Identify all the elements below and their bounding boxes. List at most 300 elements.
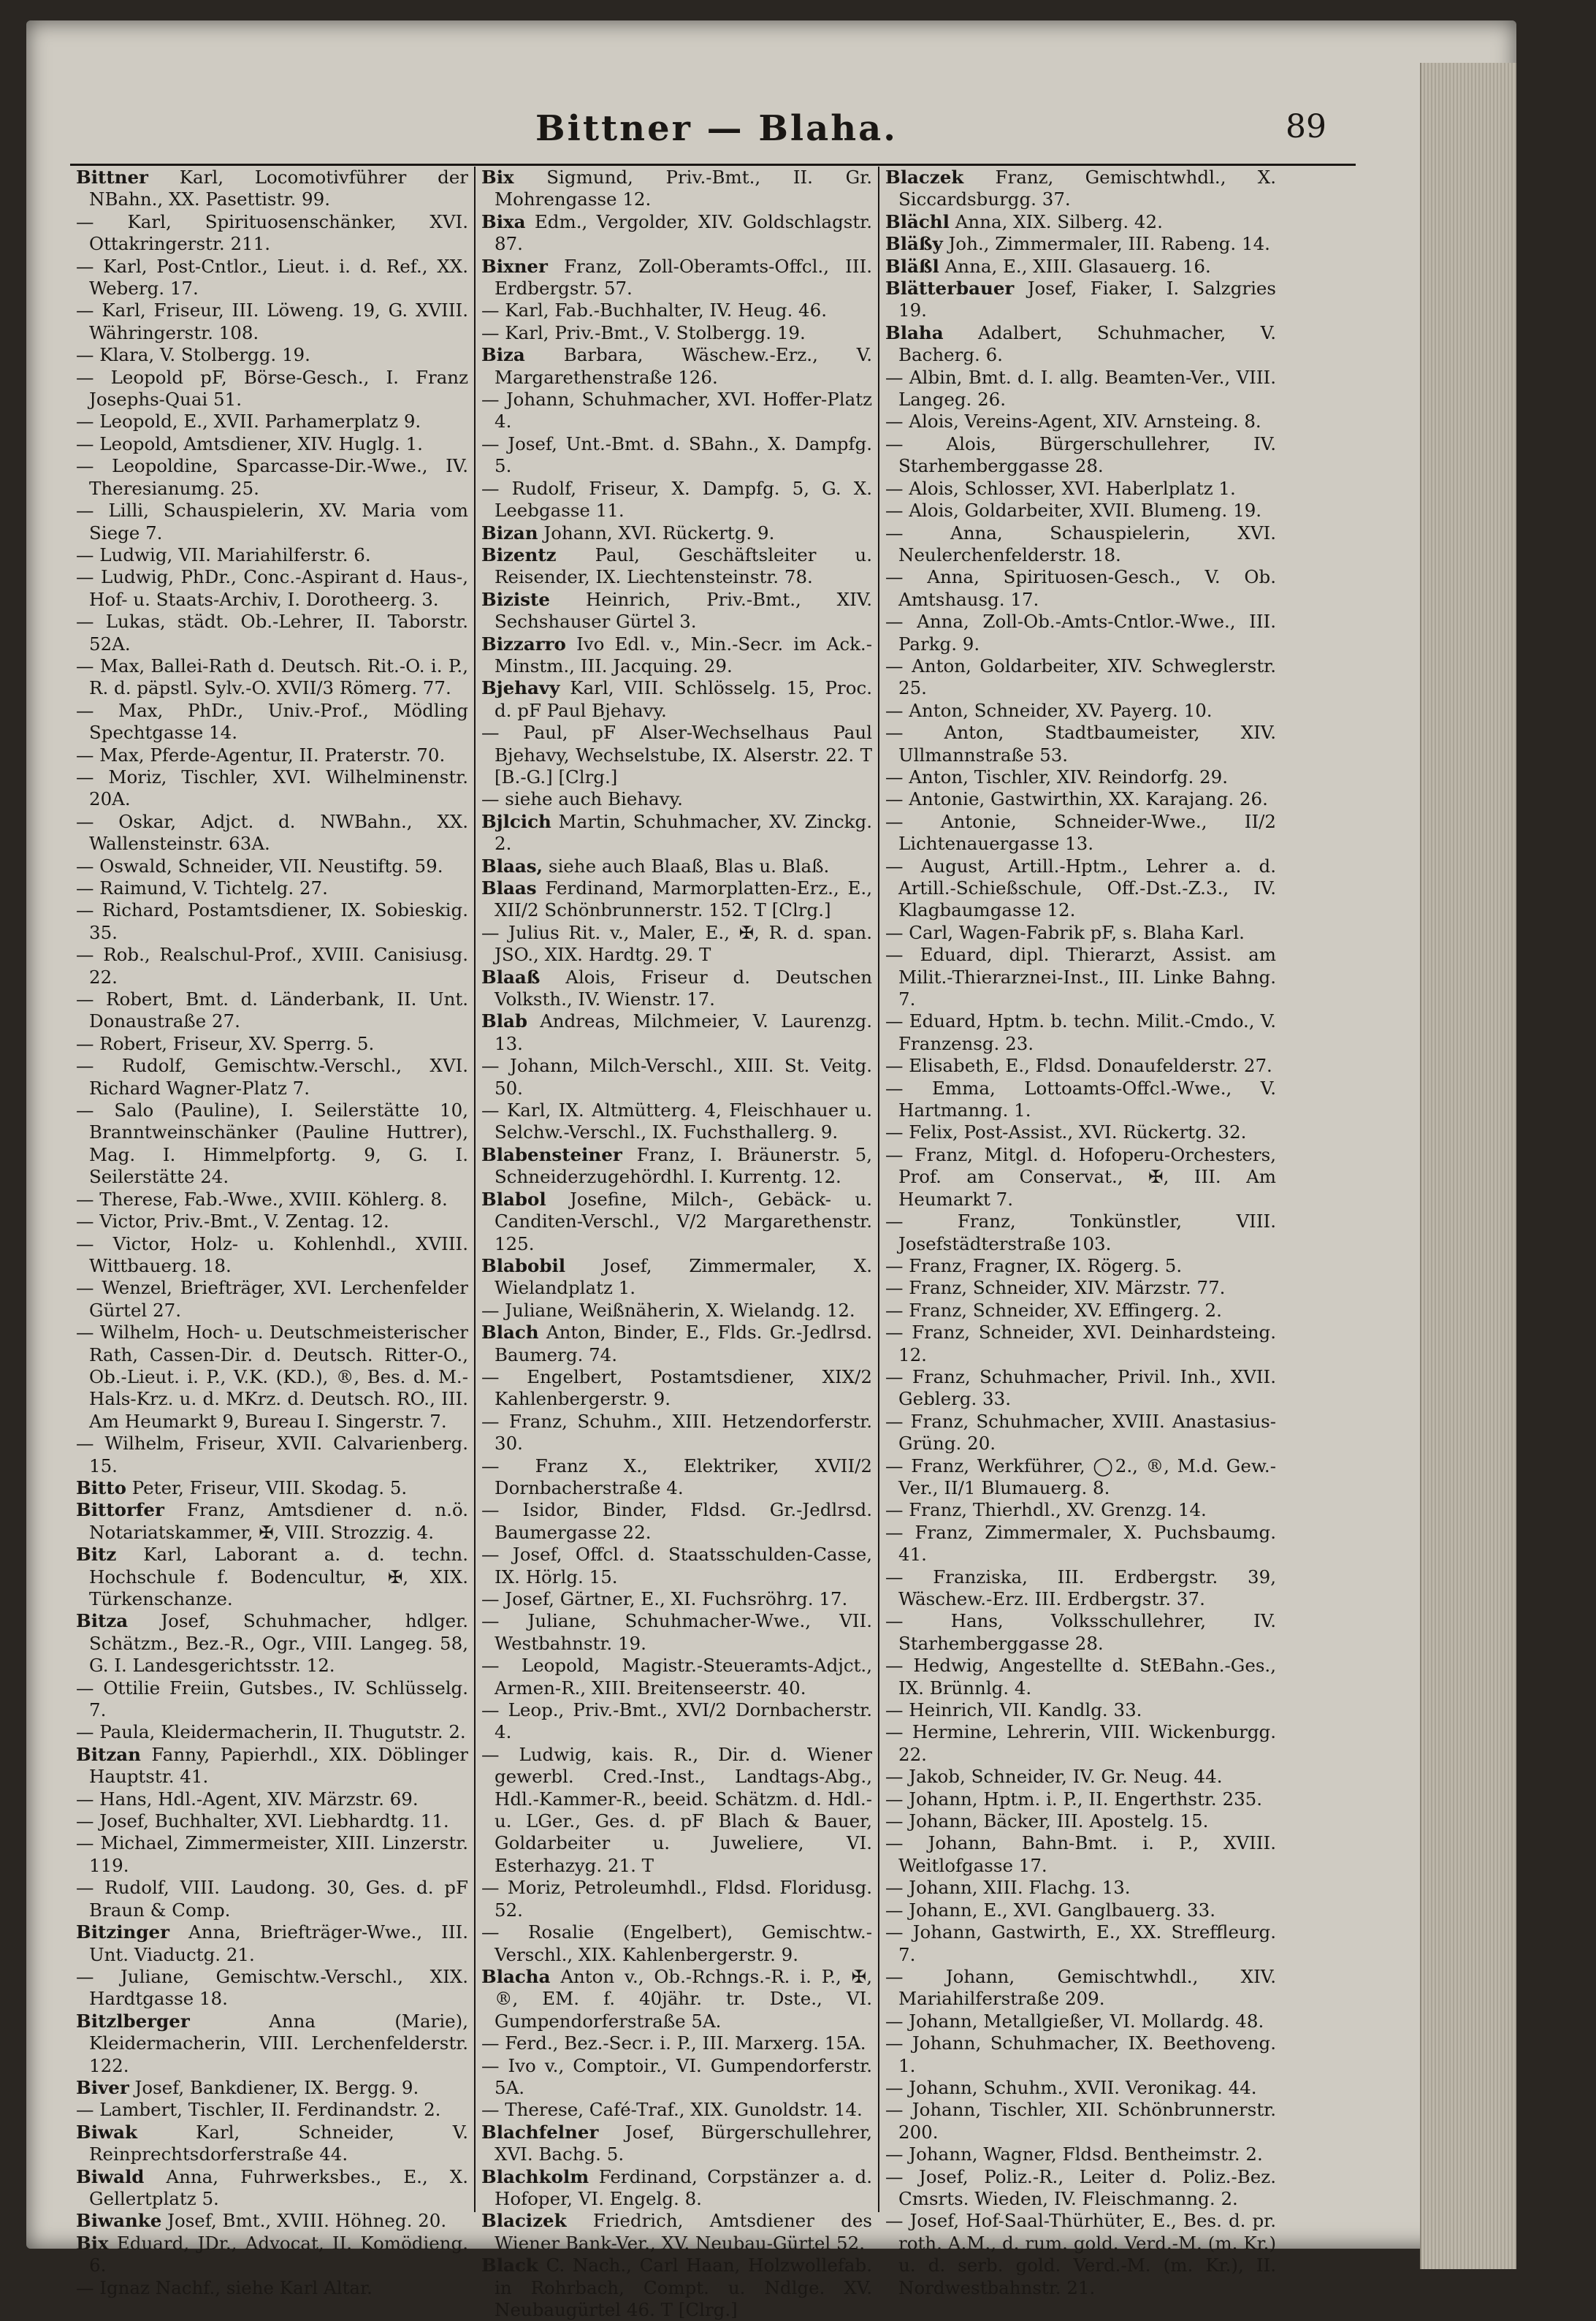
column-2 [474, 167, 878, 2320]
entry-surname: Blaha [885, 321, 944, 343]
directory-entry [885, 1522, 1276, 1566]
entry-text: — Julius Rit. v., Maler, E., ✠, R. d. span. JSO., XIX. Hardtg. 29. T [481, 921, 872, 966]
directory-entry [885, 233, 1276, 255]
directory-entry [885, 1966, 1276, 2011]
directory-entry [76, 744, 468, 766]
entry-text: — Therese, Fab.-Wwe., XVIII. Köhlerg. 8. [76, 1188, 448, 1210]
entry-text: — Carl, Wagen-Fabrik pF, s. Blaha Karl. [885, 921, 1245, 943]
directory-entry [76, 411, 468, 432]
entry-text: Josef, Fiaker, I. Salzgries 19. [898, 278, 1276, 321]
directory-entry [76, 877, 468, 899]
directory-entry [885, 722, 1276, 766]
entry-text: — Ludwig, PhDr., Conc.-Aspirant d. Haus-, Hof- u. Staats-Archiv, I. Dorotheerg. 3. [76, 566, 468, 610]
directory-entry [76, 611, 468, 655]
entry-text: Edm., Vergolder, XIV. Goldschlagstr. 87. [495, 210, 872, 255]
entry-text: — Josef, Poliz.-R., Leiter d. Poliz.-Bez. Cmsrts. Wieden, IV. Fleischmanng. 2. [885, 2165, 1276, 2209]
directory-entry [885, 1411, 1276, 1455]
entry-text: Fanny, Papierhdl., XIX. Döblinger Hauptstr. 41. [89, 1743, 468, 1788]
directory-entry [885, 478, 1276, 500]
entry-text: — Victor, Holz- u. Kohlenhdl., XVIII. Wittbauerg. 18. [76, 1232, 468, 1276]
entry-text: — Josef, Hof-Saal-Thürhüter, E., Bes. d. pr. roth. A.M., d. rum. gold. Verd.-M. (m. Kr.) u. d. serb. gold. Verd.-M. (m. Kr.), II. Nordwestbahnstr. 21. [885, 2210, 1276, 2298]
entry-text: — Alois, Goldarbeiter, XVII. Blumeng. 19. [885, 500, 1262, 522]
entry-text: — Juliane, Schuhmacher-Wwe., VII. Westbahnstr. 19. [481, 1610, 872, 1654]
entry-text: — Alois, Vereins-Agent, XIV. Arnsteing. 8. [885, 411, 1261, 432]
directory-entry [481, 1099, 872, 1144]
entry-surname: Bizentz [481, 544, 557, 565]
entry-surname: Bitz [76, 1544, 117, 1566]
directory-entry [481, 2210, 872, 2255]
entry-text: — Klara, V. Stolbergg. 19. [76, 344, 310, 366]
entry-text: — Johann, Hptm. i. P., II. Engerthstr. 235. [885, 1788, 1263, 1810]
directory-entry [76, 1099, 468, 1189]
entry-text: Ferdinand, Corpstänzer a. d. Hofoper, VI. Engelg. 8. [495, 2165, 872, 2209]
directory-entry [481, 1300, 872, 1322]
entry-text: — Alois, Schlosser, XVI. Haberlplatz 1. [885, 477, 1236, 499]
entry-text: — Moriz, Tischler, XVI. Wilhelminenstr. 20A. [76, 766, 468, 810]
directory-entry [885, 1921, 1276, 1966]
entry-text: Andreas, Milchmeier, V. Laurenzg. 13. [495, 1010, 872, 1054]
directory-entry [885, 322, 1276, 367]
directory-entry [76, 1189, 468, 1211]
directory-entry [481, 322, 872, 344]
entry-text: — Max, PhDr., Univ.-Prof., Mödling Spechtgasse 14. [76, 699, 468, 744]
directory-entry [885, 1255, 1276, 1277]
entry-text: — Johann, XIII. Flachg. 13. [885, 1877, 1131, 1899]
entry-text: — Wilhelm, Hoch- u. Deutschmeisterischer Rath, Cassen-Dir. d. Deutsch. Ritter-O., Ob.-Lieut. i. P., V.K. (KD.), ®, Bes. d. M.-Hals-Krz. u. d. MKrz. d. Deutsch. RO., III. Am Heumarkt 9, Bureau I. Singerstr. 7. [76, 1322, 468, 1432]
directory-entry [481, 1744, 872, 1877]
entry-text: — Franz, Fragner, IX. Rögerg. 5. [885, 1254, 1183, 1276]
entry-surname: Blaczek [885, 167, 964, 188]
entry-surname: Bitzan [76, 1743, 141, 1765]
directory-entry [76, 700, 468, 744]
entry-text: — Ferd., Bez.-Secr. i. P., III. Marxerg. 15A. [481, 2032, 866, 2054]
directory-entry [76, 1744, 468, 1788]
directory-entry [481, 544, 872, 589]
entry-surname: Bjlcich [481, 810, 551, 832]
entry-text: Franz, Amtsdiener d. n.ö. Notariatskammer, ✠, VIII. Strozzig. 4. [89, 1499, 468, 1543]
directory-entry [481, 811, 872, 855]
entry-text: — Juliane, Gemischtw.-Verschl., XIX. Hardtgasse 18. [76, 1965, 468, 2010]
entry-text: Josef, Zimmermaler, X. Wielandplatz 1. [495, 1254, 872, 1299]
directory-entry [76, 1788, 468, 1810]
directory-entry [481, 1455, 872, 1500]
entry-surname: Bjehavy [481, 677, 560, 699]
entry-text: Josef, Bürgerschullehrer, XVI. Bachg. 5. [495, 2121, 872, 2165]
directory-entry [885, 1566, 1276, 1611]
entry-text: — Johann, Gastwirth, E., XX. Streffleurg. 7. [885, 1921, 1276, 1965]
entry-text: — Franz, Schneider, XVI. Deinhardsteing. 12. [885, 1322, 1276, 1365]
directory-entry [481, 922, 872, 967]
entry-text: — Hans, Hdl.-Agent, XIV. Märzstr. 69. [76, 1788, 419, 1810]
entry-surname: Blachfelner [481, 2121, 599, 2143]
entry-text: — Anton, Stadtbaumeister, XIV. Ullmannstraße 53. [885, 722, 1276, 766]
directory-entry [76, 766, 468, 811]
entry-text: — Johann, E., XVI. Ganglbauerg. 33. [885, 1899, 1215, 1921]
directory-entry [481, 1588, 872, 1610]
directory-entry [885, 1121, 1276, 1143]
directory-entry [885, 788, 1276, 810]
entry-text: — Johann, Gemischtwhdl., XIV. Mariahilferstraße 209. [885, 1965, 1276, 2010]
entry-text: — Karl, Friseur, III. Löweng. 19, G. XVIII. Währingerstr. 108. [76, 300, 468, 343]
entry-text: — Anton, Goldarbeiter, XIV. Schweglerstr. 25. [885, 655, 1276, 699]
entry-text: Josef, Bankdiener, IX. Bergg. 9. [129, 2076, 419, 2098]
entry-text: Paul, Geschäftsleiter u. Reisender, IX. Liechtensteinstr. 78. [495, 544, 872, 588]
entry-text: — Franz, Schneider, XIV. Märzstr. 77. [885, 1277, 1226, 1299]
entry-text: — Franziska, III. Erdbergstr. 39, Wäschew.-Erz. III. Erdbergstr. 37. [885, 1566, 1276, 1609]
directory-entry [481, 855, 872, 877]
entry-text: — Antonie, Schneider-Wwe., II/2 Lichtenauergasse 13. [885, 810, 1276, 855]
directory-entry [481, 2055, 872, 2100]
entry-text: — Eduard, Hptm. b. techn. Milit.-Cmdo., V. Franzensg. 23. [885, 1010, 1276, 1054]
entry-text: — Franz, Thierhdl., XV. Grenzg. 14. [885, 1499, 1207, 1521]
directory-entry [481, 1610, 872, 1655]
page-header [26, 108, 1407, 167]
directory-entry [481, 967, 872, 1011]
directory-entry [885, 2077, 1276, 2099]
entry-surname: Bitza [76, 1610, 129, 1632]
entry-text: — Franz, Schuhmacher, Privil. Inh., XVII. Geblerg. 33. [885, 1365, 1276, 1410]
directory-entry [885, 1721, 1276, 1766]
entry-text: — Robert, Bmt. d. Länderbank, II. Unt. Donaustraße 27. [76, 988, 468, 1032]
directory-columns [70, 167, 1283, 2320]
directory-entry [481, 1255, 872, 1300]
entry-text: — Johann, Schuhmacher, XVI. Hoffer-Platz 4. [481, 389, 872, 432]
directory-entry [76, 1610, 468, 1677]
entry-text: — Emma, Lottoamts-Offcl.-Wwe., V. Hartmanng. 1. [885, 1077, 1276, 1121]
directory-entry [885, 2166, 1276, 2211]
entry-text: — Elisabeth, E., Fldsd. Donaufelderstr. 27. [885, 1055, 1272, 1077]
directory-entry [76, 1277, 468, 1322]
directory-entry [885, 256, 1276, 278]
entry-text: — Franz, Schuhmacher, XVIII. Anastasius-Grüng. 20. [885, 1410, 1276, 1455]
entry-text: — Anna, Schauspielerin, XVI. Neulerchenfelderstr. 18. [885, 522, 1276, 565]
directory-entry [481, 478, 872, 522]
page-number: 89 [1286, 108, 1326, 145]
directory-entry [76, 1499, 468, 1544]
directory-entry [885, 1610, 1276, 1655]
entry-text: — Wenzel, Briefträger, XVI. Lerchenfelder Gürtel 27. [76, 1277, 468, 1321]
entry-surname: Bläßl [885, 255, 939, 277]
entry-surname: Bix [76, 2232, 109, 2254]
entry-text: — Hedwig, Angestellte d. StEBahn.-Ges., IX. Brünnlg. 4. [885, 1655, 1276, 1699]
directory-entry [885, 1078, 1276, 1122]
directory-entry [481, 2255, 872, 2321]
entry-text: — Michael, Zimmermeister, XIII. Linzerstr. 119. [76, 1832, 468, 1876]
directory-entry [885, 1010, 1276, 1055]
entry-surname: Bitzlberger [76, 2010, 190, 2032]
directory-entry [885, 367, 1276, 411]
entry-text: — Raimund, V. Tichtelg. 27. [76, 877, 328, 899]
directory-entry [481, 2166, 872, 2211]
entry-text: — Engelbert, Postamtsdiener, XIX/2 Kahlenbergerstr. 9. [481, 1365, 872, 1410]
entry-text: Karl, Schneider, V. Reinprechtsdorferstraße 44. [89, 2121, 468, 2165]
entry-surname: Blätterbauer [885, 278, 1015, 300]
directory-entry [481, 300, 872, 321]
directory-entry [885, 1788, 1276, 1810]
directory-entry [885, 1832, 1276, 1877]
directory-entry [481, 167, 872, 211]
entry-text: — Victor, Priv.-Bmt., V. Zentag. 12. [76, 1211, 389, 1232]
directory-entry [885, 1655, 1276, 1699]
directory-entry [481, 2099, 872, 2121]
entry-text: Alois, Friseur d. Deutschen Volksth., IV. Wienstr. 17. [495, 966, 872, 1010]
entry-text: — Wilhelm, Friseur, XVII. Calvarienberg. 15. [76, 1433, 468, 1476]
entry-surname: Bizan [481, 522, 538, 544]
entry-text: — Ivo v., Comptoir., VI. Gumpendorferstr. 5A. [481, 2054, 872, 2098]
entry-text: — Anna, Zoll-Ob.-Amts-Cntlor.-Wwe., III. Parkg. 9. [885, 611, 1276, 655]
directory-page [26, 20, 1516, 2320]
directory-entry [76, 655, 468, 700]
entry-text: — Franz, Mitgl. d. Hofoperu-Orchesters, Prof. am Conservat., ✠, III. Am Heumarkt 7. [885, 1143, 1276, 1210]
entry-text: Anna, Briefträger-Wwe., III. Unt. Viaductg. 21. [89, 1921, 468, 1965]
directory-entry [76, 300, 468, 344]
entry-text: Johann, XVI. Rückertg. 9. [538, 522, 775, 544]
directory-entry [76, 367, 468, 411]
directory-entry [885, 1055, 1276, 1077]
directory-entry [885, 2099, 1276, 2143]
directory-entry [76, 2011, 468, 2077]
directory-entry [76, 1477, 468, 1499]
directory-entry [885, 1322, 1276, 1366]
entry-text: — Franz, Werkführer, ◯2., ®, M.d. Gew.-Ver., II/1 Blumauerg. 8. [885, 1455, 1276, 1498]
entry-surname: Bix [481, 167, 514, 188]
directory-entry [76, 433, 468, 455]
entry-text: — Heinrich, VII. Kandlg. 33. [885, 1699, 1142, 1721]
directory-entry [76, 2099, 468, 2121]
entry-text: Anna, E., XIII. Glasauerg. 16. [939, 255, 1211, 277]
entry-text: — Lukas, städt. Ob.-Lehrer, II. Taborstr. 52A. [76, 611, 468, 655]
directory-entry [76, 1233, 468, 1278]
entry-text: Anna, Fuhrwerksbes., E., X. Gellertplatz 5. [89, 2165, 468, 2209]
entry-text: — Ludwig, VII. Mariahilferstr. 6. [76, 544, 371, 565]
directory-entry [885, 944, 1276, 1010]
entry-text: — Rudolf, Friseur, X. Dampfg. 5, G. X. Leebgasse 11. [481, 477, 872, 522]
entry-surname: Blacha [481, 1965, 551, 1987]
directory-entry [885, 922, 1276, 944]
entry-text: — Franz, Schneider, XV. Effingerg. 2. [885, 1299, 1222, 1321]
entry-surname: Blaaß [481, 966, 541, 988]
directory-entry [481, 1366, 872, 1411]
entry-text: — Josef, Offcl. d. Staatsschulden-Casse, IX. Hörlg. 15. [481, 1544, 872, 1588]
entry-text: — siehe auch Biehavy. [481, 788, 683, 810]
directory-entry [76, 344, 468, 366]
entry-text: — Johann, Wagner, Fldsd. Bentheimstr. 2. [885, 2143, 1263, 2165]
entry-surname: Bläßy [885, 233, 943, 255]
entry-text: — Ottilie Freiin, Gutsbes., IV. Schlüsselg. 7. [76, 1677, 468, 1721]
directory-entry [481, 1655, 872, 1699]
entry-text: Franz, I. Bräunerstr. 5, Schneiderzugehördhl. I. Kurrentg. 12. [495, 1143, 872, 1188]
directory-entry [885, 1366, 1276, 1411]
directory-entry [885, 211, 1276, 233]
entry-text: Karl, Locomotivführer der NBahn., XX. Pasettistr. 99. [89, 167, 468, 210]
entry-surname: Blab [481, 1010, 528, 1032]
entry-text: — Franz, Schuhm., XIII. Hetzendorferstr. 30. [481, 1410, 872, 1455]
entry-surname: Bixa [481, 210, 526, 232]
directory-entry [481, 1921, 872, 1966]
directory-entry [885, 1899, 1276, 1921]
directory-entry [885, 1810, 1276, 1832]
directory-entry [885, 611, 1276, 655]
directory-entry [481, 211, 872, 256]
directory-entry [481, 389, 872, 433]
directory-entry [76, 2210, 468, 2232]
entry-text: Eduard, JDr., Advocat, II. Komödieng. 6. [89, 2232, 468, 2276]
directory-entry [481, 1966, 872, 2032]
entry-text: Friedrich, Amtsdiener des Wiener Bank-Ver., XV. Neubau-Gürtel 52. [495, 2210, 872, 2254]
entry-text: Karl, VIII. Schlösselg. 15, Proc. d. pF Paul Bjehavy. [495, 677, 872, 721]
entry-text: — Max, Pferde-Agentur, II. Praterstr. 70. [76, 744, 446, 766]
entry-text: — Lilli, Schauspielerin, XV. Maria vom Siege 7. [76, 500, 468, 544]
directory-entry [481, 1055, 872, 1099]
directory-entry [885, 655, 1276, 700]
entry-text: — Rudolf, VIII. Laudong. 30, Ges. d. pF Braun & Comp. [76, 1877, 468, 1921]
entry-text: C. Nach., Carl Haan, Holzwollefab. in Rohrbach, Compt. u. Ndlge. XV. Neubaugürtel 46. T [Clrg.] [495, 2255, 872, 2320]
entry-text: Karl, Laborant a. d. techn. Hochschule f. Bodencultur, ✠, XIX. Türkenschanze. [89, 1544, 468, 1609]
directory-entry [76, 500, 468, 544]
entry-text: — Leopold pF, Börse-Gesch., I. Franz Josephs-Quai 51. [76, 366, 468, 411]
directory-entry [885, 522, 1276, 567]
directory-entry [76, 1211, 468, 1232]
entry-text: Anton v., Ob.-Rchngs.-R. i. P., ✠, ®, EM. f. 40jähr. tr. Dste., VI. Gumpendorferstraße 5A. [495, 1965, 872, 2032]
directory-entry [76, 211, 468, 256]
entry-text: Josefine, Milch-, Gebäck- u. Canditen-Verschl., V/2 Margarethenstr. 125. [495, 1188, 872, 1254]
entry-text: — Robert, Friseur, XV. Sperrg. 5. [76, 1032, 375, 1054]
directory-entry [885, 1300, 1276, 1322]
entry-surname: Blabobil [481, 1254, 566, 1276]
entry-surname: Bitto [76, 1476, 126, 1498]
directory-entry [885, 500, 1276, 522]
entry-text: — Max, Ballei-Rath d. Deutsch. Rit.-O. i. P., R. d. päpstl. Sylv.-O. XVII/3 Römerg. 77. [76, 655, 468, 699]
entry-text: — Johann, Milch-Verschl., XIII. St. Veitg. 50. [481, 1055, 872, 1099]
directory-entry [76, 2077, 468, 2099]
directory-entry [885, 811, 1276, 855]
entry-surname: Bizzarro [481, 633, 566, 655]
directory-entry [76, 2277, 468, 2299]
entry-text: — Salo (Pauline), I. Seilerstätte 10, Branntweinschänker (Pauline Huttrer), Mag. I. Himmelpfortg. 9, G. I. Seilerstätte 24. [76, 1099, 468, 1188]
directory-entry [76, 1677, 468, 1722]
entry-surname: Blaas, [481, 855, 543, 877]
directory-entry [885, 1499, 1276, 1521]
entry-text: — Leop., Priv.-Bmt., XVI/2 Dornbacherstr. 4. [481, 1699, 872, 1743]
directory-entry [76, 167, 468, 211]
entry-text: — Antonie, Gastwirthin, XX. Karajang. 26. [885, 788, 1268, 810]
directory-entry [481, 1544, 872, 1588]
entry-text: — Alois, Bürgerschullehrer, IV. Starhemberggasse 28. [885, 432, 1276, 477]
directory-entry [885, 766, 1276, 788]
entry-text: Ivo Edl. v., Min.-Secr. im Ack.-Minstm., III. Jacquing. 29. [495, 633, 872, 677]
entry-text: Peter, Friseur, VIII. Skodag. 5. [126, 1476, 408, 1498]
directory-entry [885, 167, 1276, 211]
directory-entry [481, 722, 872, 788]
entry-text: — Lambert, Tischler, II. Ferdinandstr. 2. [76, 2099, 441, 2121]
entry-surname: Biwald [76, 2165, 145, 2187]
entry-surname: Bixner [481, 255, 548, 277]
entry-text: — Johann, Metallgießer, VI. Mollardg. 48. [885, 2010, 1264, 2032]
directory-entry [76, 1055, 468, 1099]
directory-entry [481, 522, 872, 544]
entry-text: Franz, Zoll-Oberamts-Offcl., III. Erdbergstr. 57. [495, 255, 872, 300]
entry-surname: Biziste [481, 588, 550, 610]
directory-entry [76, 1322, 468, 1433]
entry-text: — Isidor, Binder, Fldsd. Gr.-Jedlrsd. Baumergasse 22. [481, 1499, 872, 1543]
directory-entry [885, 855, 1276, 922]
directory-entry [481, 633, 872, 678]
entry-text: Barbara, Wäschew.-Erz., V. Margarethenstraße 126. [495, 344, 872, 388]
entry-text: — Johann, Schuhmacher, IX. Beethoveng. 1. [885, 2032, 1276, 2076]
entry-text: — August, Artill.-Hptm., Lehrer a. d. Artill.-Schießschule, Off.-Dst.-Z.3., IV. Klagbaumgasse 12. [885, 855, 1276, 921]
entry-text: — Leopold, Amtsdiener, XIV. Huglg. 1. [76, 432, 423, 454]
directory-entry [76, 566, 468, 611]
directory-entry [481, 589, 872, 633]
directory-entry [76, 1877, 468, 1921]
entry-surname: Biver [76, 2076, 129, 2098]
entry-text: Ferdinand, Marmorplatten-Erz., E., XII/2 Schönbrunnerstr. 152. T [Clrg.] [495, 877, 872, 921]
entry-surname: Bittorfer [76, 1499, 164, 1521]
entry-surname: Bittner [76, 167, 148, 188]
entry-surname: Blacizek [481, 2210, 567, 2232]
directory-entry [885, 1277, 1276, 1299]
entry-text: — Jakob, Schneider, IV. Gr. Neug. 44. [885, 1766, 1223, 1788]
entry-text: — Eduard, dipl. Thierarzt, Assist. am Milit.-Thierarznei-Inst., III. Linke Bahng. 7. [885, 944, 1276, 1010]
directory-entry [481, 677, 872, 722]
entry-surname: Blach [481, 1322, 539, 1344]
entry-text: — Juliane, Weißnäherin, X. Wielandg. 12. [481, 1299, 855, 1321]
directory-entry [481, 1877, 872, 1921]
directory-entry [76, 544, 468, 566]
entry-text: — Josef, Buchhalter, XVI. Liebhardtg. 11. [76, 1810, 449, 1832]
directory-entry [76, 1721, 468, 1743]
entry-text: — Leopoldine, Sparcasse-Dir.-Wwe., IV. Theresianumg. 25. [76, 455, 468, 499]
entry-text: — Johann, Tischler, XII. Schönbrunnerstr. 200. [885, 2099, 1276, 2143]
entry-text: — Leopold, E., XVII. Parhamerplatz 9. [76, 411, 421, 432]
entry-text: — Oswald, Schneider, VII. Neustiftg. 59. [76, 855, 443, 877]
entry-text: — Oskar, Adjct. d. NWBahn., XX. Wallensteinstr. 63A. [76, 810, 468, 855]
directory-entry [76, 2233, 468, 2277]
directory-entry [76, 2166, 468, 2211]
directory-entry [885, 700, 1276, 722]
directory-entry [481, 256, 872, 300]
entry-text: Joh., Zimmermaler, III. Rabeng. 14. [942, 233, 1270, 255]
column-1 [70, 167, 474, 2298]
entry-text: — Karl, Priv.-Bmt., V. Stolbergg. 19. [481, 321, 806, 343]
entry-text: — Ignaz Nachf., siehe Karl Altar. [76, 2276, 373, 2298]
entry-text: — Anton, Tischler, XIV. Reindorfg. 29. [885, 766, 1228, 788]
directory-entry [885, 2143, 1276, 2165]
directory-entry [885, 1877, 1276, 1899]
directory-entry [885, 1766, 1276, 1788]
entry-surname: Blächl [885, 210, 950, 232]
book-page-edge [1420, 63, 1516, 2269]
entry-text: — Josef, Unt.-Bmt. d. SBahn., X. Dampfg. 5. [481, 432, 872, 477]
directory-entry [76, 1544, 468, 1610]
entry-text: — Hans, Volksschullehrer, IV. Starhemberggasse 28. [885, 1610, 1276, 1654]
entry-text: — Hermine, Lehrerin, VIII. Wickenburgg. 22. [885, 1721, 1276, 1765]
directory-entry [481, 877, 872, 922]
entry-text: — Karl, IX. Altmütterg. 4, Fleischhauer u. Selchw.-Verschl., IX. Fuchsthallerg. 9. [481, 1099, 872, 1143]
entry-text: — Rosalie (Engelbert), Gemischtw.-Verschl., XIX. Kahlenbergerstr. 9. [481, 1921, 872, 1965]
directory-entry [76, 1810, 468, 1832]
entry-surname: Blabol [481, 1188, 546, 1210]
directory-entry [885, 1455, 1276, 1500]
entry-surname: Blabensteiner [481, 1143, 622, 1165]
entry-text: — Albin, Bmt. d. I. allg. Beamten-Ver., VIII. Langeg. 26. [885, 366, 1276, 411]
entry-text: — Franz, Zimmermaler, X. Puchsbaumg. 41. [885, 1521, 1276, 1566]
entry-surname: Bitzinger [76, 1921, 169, 1943]
column-3 [878, 167, 1282, 2298]
entry-text: — Moriz, Petroleumhdl., Fldsd. Floridusg. 52. [481, 1877, 872, 1921]
entry-surname: Biza [481, 344, 525, 366]
running-head: Bittner — Blaha. [535, 108, 898, 149]
